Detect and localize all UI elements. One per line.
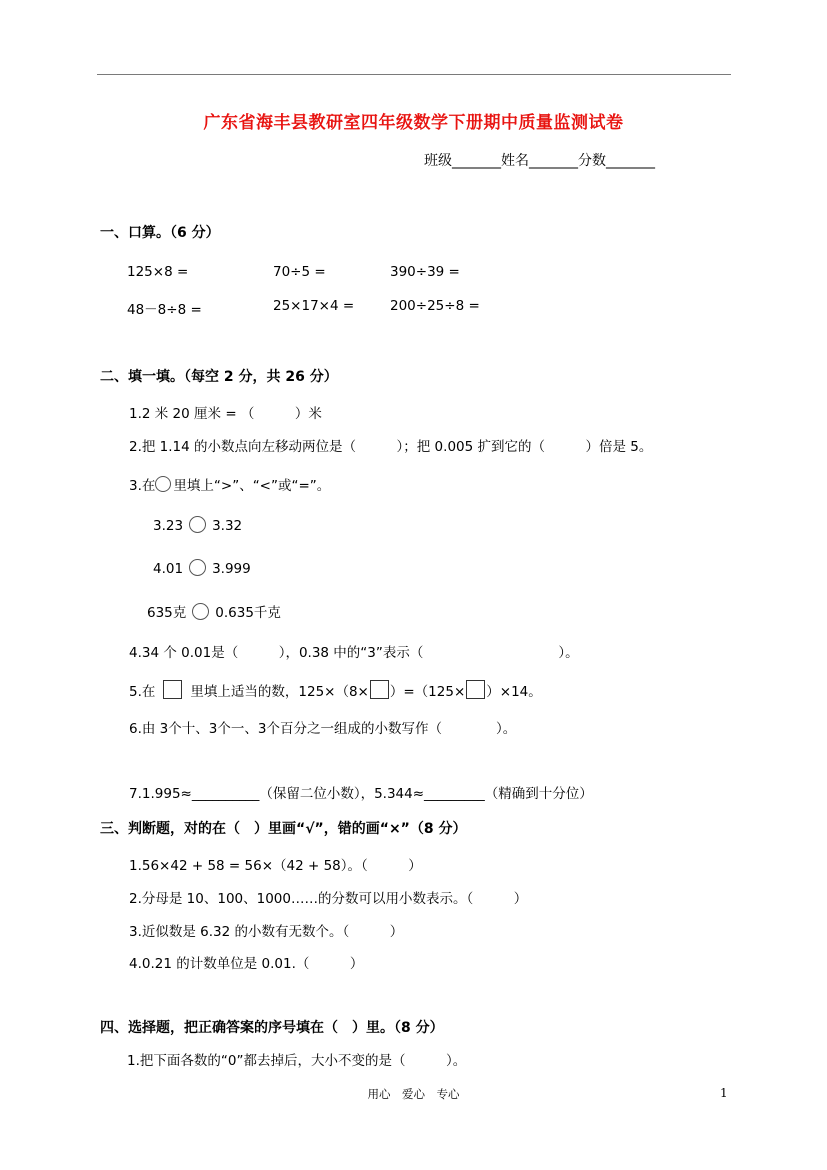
- section1-heading: 一、口算。（6 分）: [100, 225, 220, 241]
- judge-item: 4.0.21 的计数单位是 0.01.（ ）: [129, 956, 364, 972]
- circle-icon: [192, 603, 209, 620]
- calc-item: 70÷5 =: [273, 264, 326, 280]
- compare-left: 3.23: [153, 518, 184, 534]
- q5-part-c: ）=（125×: [389, 684, 466, 700]
- fill-question-3: [129, 474, 330, 494]
- compare-right: 3.999: [212, 561, 251, 577]
- fill-question-4: 4.34 个 0.01是（ ），0.38 中的“3”表示（ ）。: [129, 645, 579, 661]
- circle-icon: [189, 559, 206, 576]
- square-box-icon: [163, 680, 182, 699]
- q5-part-b: 里填上适当的数，125×（8×: [190, 684, 369, 700]
- q3-prefix: 3.在: [129, 478, 156, 494]
- calc-item: 48－8÷8 =: [127, 302, 202, 318]
- section3-heading: 三、判断题，对的在（ ）里画“√”，错的画“×”（8 分）: [100, 821, 467, 837]
- compare-left: 4.01: [153, 561, 184, 577]
- square-box-icon: [466, 680, 485, 699]
- calc-item: 125×8 =: [127, 264, 189, 280]
- compare-row: [153, 559, 251, 577]
- fill-question-1: 1.2 米 20 厘米 = （ ）米: [129, 406, 322, 422]
- judge-item: 1.56×42 + 58 = 56×（42 + 58）。（ ）: [129, 858, 422, 874]
- section2-heading: 二、填一填。（每空 2 分，共 26 分）: [100, 369, 338, 385]
- q5-part-d: ）×14。: [486, 684, 542, 700]
- calc-item: 390÷39 =: [390, 264, 460, 280]
- page-number: 1: [720, 1086, 728, 1100]
- fill-question-7: 7.1.995≈__________（保留二位小数），5.344≈_________（精确到十分位）: [129, 786, 593, 802]
- calc-item: 25×17×4 =: [273, 298, 355, 314]
- section4-heading: 四、选择题，把正确答案的序号填在（ ）里。（8 分）: [100, 1020, 444, 1036]
- judge-item: 2.分母是 10、100、1000……的分数可以用小数表示。（ ）: [129, 891, 528, 907]
- top-rule: [97, 74, 731, 75]
- compare-right: 3.32: [212, 518, 243, 534]
- calc-item: 200÷25÷8 =: [390, 298, 480, 314]
- compare-right: 0.635千克: [215, 605, 281, 621]
- circle-icon: [155, 476, 171, 492]
- page-title: 广东省海丰县教研室四年级数学下册期中质量监测试卷: [203, 113, 624, 133]
- square-box-icon: [370, 680, 389, 699]
- judge-item: 3.近似数是 6.32 的小数有无数个。（ ）: [129, 924, 404, 940]
- q3-suffix: 里填上“>”、“<”或“=”。: [173, 478, 331, 494]
- q5-part-a: 5.在: [129, 684, 156, 700]
- compare-row: [147, 601, 281, 621]
- footer-motto: 用心 爱心 专心: [367, 1087, 460, 1101]
- compare-row: [153, 516, 242, 534]
- circle-icon: [189, 516, 206, 533]
- compare-left: 635克: [147, 605, 187, 621]
- choice-item: 1.把下面各数的“0”都去掉后，大小不变的是（ ）。: [127, 1053, 467, 1069]
- fill-question-5: [129, 680, 542, 700]
- fill-question-6: 6.由 3个十、3个一、3个百分之一组成的小数写作（ ）。: [129, 721, 517, 737]
- fill-question-2: 2.把 1.14 的小数点向左移动两位是（ ）；把 0.005 扩到它的（ ）倍是 5。: [129, 439, 653, 455]
- student-info-line: 班级_______姓名_______分数_______: [424, 153, 655, 169]
